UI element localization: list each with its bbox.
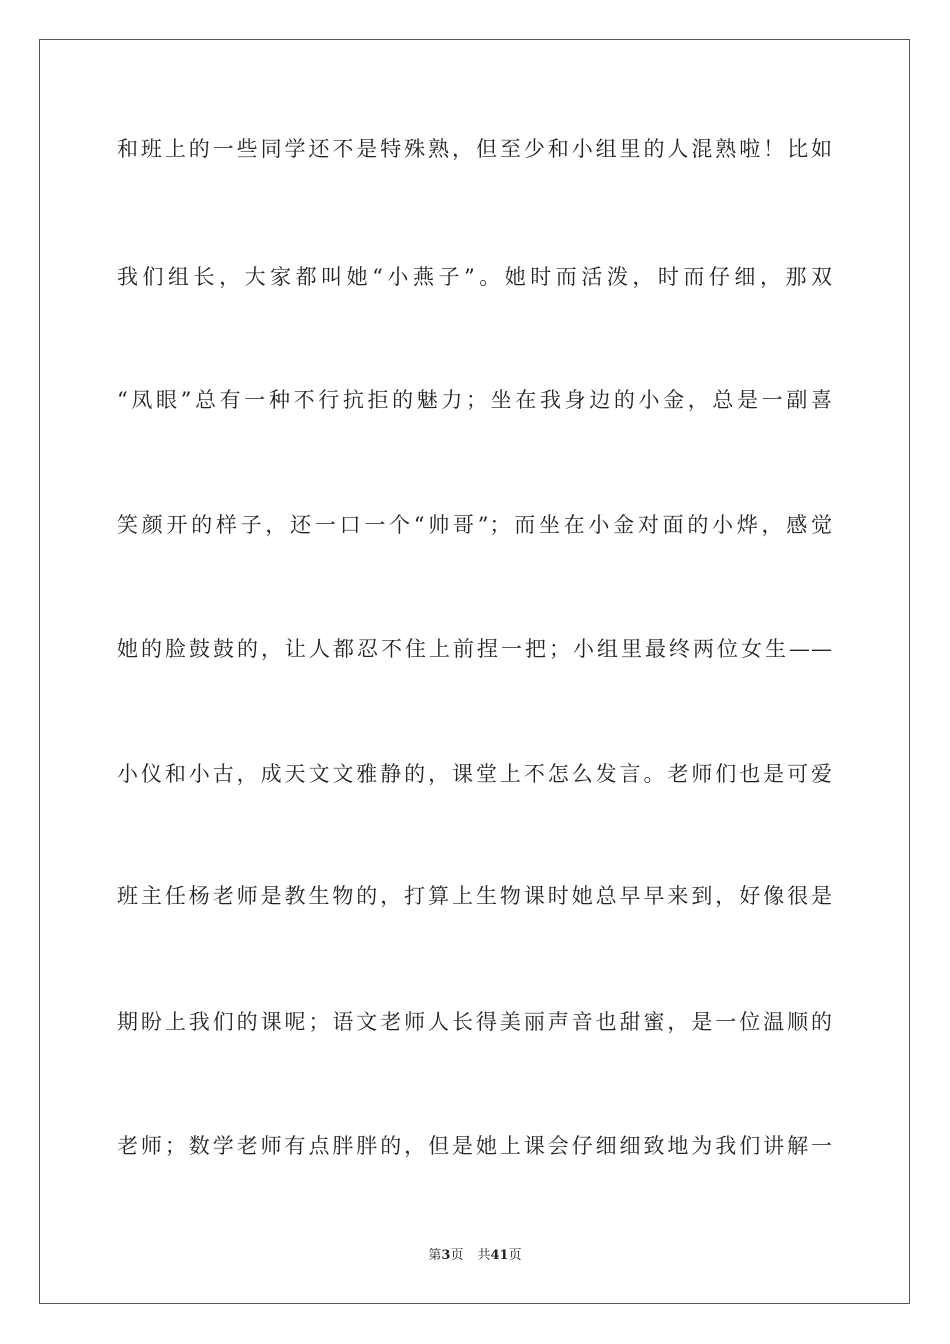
page-border [39, 39, 910, 1304]
text-line-2: 我们组长，大家都叫她“小燕子”。她时而活泼，时而仔细，那双 [117, 265, 833, 289]
text-line-1: 和班上的一些同学还不是特殊熟，但至少和小组里的人混熟啦！比如 [117, 137, 833, 161]
total-prefix: 共 [477, 1248, 491, 1263]
text-line-5: 她的脸鼓鼓的，让人都忍不住上前捏一把；小组里最终两位女生—— [117, 637, 833, 661]
page-suffix: 页 [450, 1248, 464, 1263]
text-line-7: 班主任杨老师是教生物的，打算上生物课时她总早早来到，好像很是 [117, 884, 833, 908]
total-suffix: 页 [508, 1248, 522, 1263]
text-line-3: “凤眼”总有一种不行抗拒的魅力；坐在我身边的小金，总是一副喜 [117, 388, 833, 412]
page-prefix: 第 [428, 1248, 442, 1263]
text-line-4: 笑颜开的样子，还一口一个“帅哥”；而坐在小金对面的小烨，感觉 [117, 513, 833, 537]
text-line-8: 期盼上我们的课呢；语文老师人长得美丽声音也甜蜜，是一位温顺的 [117, 1010, 833, 1034]
total-pages: 41 [490, 1248, 509, 1263]
text-line-9: 老师；数学老师有点胖胖的，但是她上课会仔细细致地为我们讲解一 [117, 1134, 833, 1158]
text-line-6: 小仪和小古，成天文文雅静的，课堂上不怎么发言。老师们也是可爱 [117, 762, 833, 786]
page-footer [0, 1247, 950, 1265]
page-number: 3 [441, 1248, 451, 1263]
